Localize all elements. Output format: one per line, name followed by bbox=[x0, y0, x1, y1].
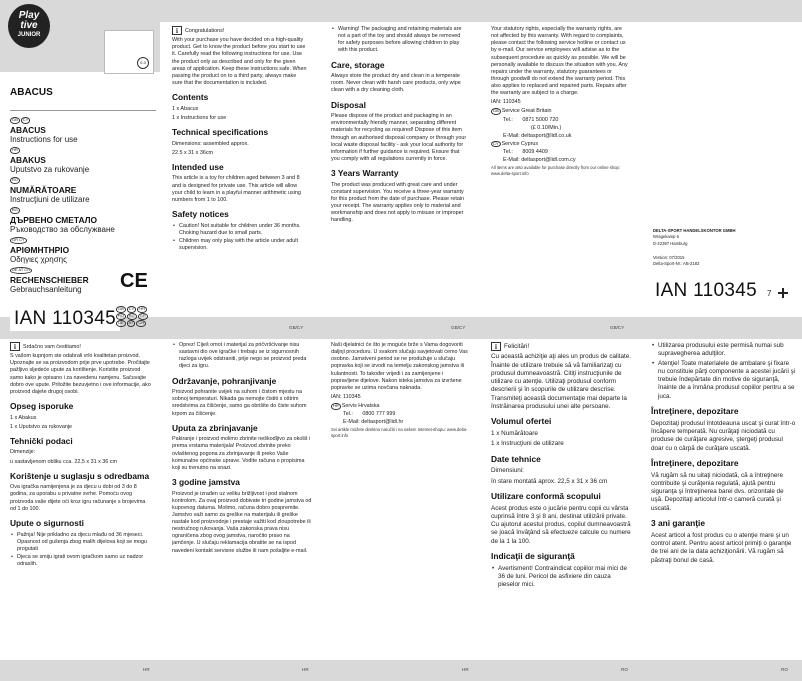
company-name: DELTA-SPORT HANDELSKONTOR GMBH bbox=[653, 228, 736, 233]
gb-column-2 bbox=[331, 26, 467, 314]
hr-ian: IAN: 110345 bbox=[331, 393, 361, 400]
page-number: 7 bbox=[767, 289, 772, 298]
footer-hr-3: HR bbox=[462, 667, 469, 672]
hr-contents-heading: Opseg isporuke bbox=[10, 400, 74, 411]
ro-intended-heading: Utilizare conformă scopului bbox=[491, 490, 601, 501]
hr-care-heading: Održavanje, pohranjivanje bbox=[172, 375, 277, 386]
hr-care-text: Proizvod pohranite uvijek na suhom i čistom mjestu na sobnoj temperaturi. Nikada ga nemojte čistiti s oštrim sredstvima za čišćenje, samo ga obrišite do čiste suhom krpom za čišćenje. bbox=[172, 389, 307, 417]
gb-service-gb-tel: 0871 5000 720 bbox=[522, 116, 559, 123]
hr-intended-text: Ova igračka namijenjena je za djecu u dobi od 3 do 8 godina, za uporabu u privatne svrhe. Pomoću ovog proizvoda vaše dijete oći kroz igru računanje s brojevima od 1 do 100. bbox=[10, 484, 146, 512]
gb-contents-item: 1 x Instructions for use bbox=[172, 114, 227, 121]
back-cover-top-gray bbox=[641, 0, 802, 22]
gb-column-3 bbox=[491, 26, 629, 314]
flag-badge: CY bbox=[128, 306, 135, 311]
hr-tech-line: Dimenzije: bbox=[10, 449, 36, 456]
hr-column-2 bbox=[172, 342, 312, 658]
hr-tech-line: u sastavljenom obliku cca. 22,5 x 31 x 36 cm bbox=[10, 458, 117, 465]
brand-line-3: JUNIOR bbox=[17, 32, 41, 38]
gb-tech-line: 22.5 x 31 x 36cm bbox=[172, 149, 214, 156]
footer-ro-2: RO bbox=[781, 667, 788, 672]
flag-badge: HR bbox=[139, 306, 146, 311]
flag-badge: GR CY bbox=[12, 237, 25, 243]
hr-contents-item: 1 x Abakus bbox=[10, 414, 37, 421]
hr-contents-item: 1 x Uputstvo za rukovanje bbox=[10, 423, 73, 430]
flag-badge: DE bbox=[118, 320, 124, 325]
ro-warranty-text: Acest articol a fost produs cu o atenţie mare şi un control atent. Pentru acest articol primiţi o garanţie de trei ani de la data achiziţionării. Vă rugăm să păstraţi bonul de casă. bbox=[651, 531, 792, 564]
entry-subtitle: Ръководство за обслужване bbox=[10, 224, 115, 234]
ro-tech-heading: Date tehnice bbox=[491, 453, 541, 464]
flag-badge: BG bbox=[12, 207, 18, 213]
ro-contents-heading: Volumul ofertei bbox=[491, 416, 552, 427]
hr-disposal-heading: Uputa za zbrinjavanje bbox=[172, 422, 258, 433]
tel-label: Tel.: bbox=[503, 149, 513, 155]
cover-ian-flags bbox=[116, 306, 158, 327]
hr-service-tel: 0800 777 999 bbox=[362, 411, 396, 418]
hr-congrats-title: Srdačno vam čestitamo! bbox=[23, 344, 81, 350]
hr-service-text: Naši djelatnici će što je moguće brže s Vama dogovoriti daljnji proceduru. U svakom slučaju savjetovati ćemo Vas osobno. Jamstveni period se ne produžuje u slučaju popravka koji se izvodi na temelju zakonskog jamstva ili kulantnosti. To također vrijedi i za zamijenjene i popravljene dijelove. Nakon isteka jamstva za izvršene popravke se uzima novčana naknada. bbox=[331, 342, 468, 391]
gb-downloads: All items are also available for purchase directly from our online shop: www.delta-sport.info bbox=[491, 165, 620, 176]
ro-tech-line: Dimensiuni: bbox=[491, 467, 524, 475]
ro-care-heading: Întreţinere, depozitare bbox=[651, 406, 739, 417]
hr-column-3 bbox=[331, 342, 471, 658]
brand-logo bbox=[8, 4, 50, 48]
cross-icon bbox=[778, 288, 788, 298]
info-icon: i bbox=[10, 342, 20, 351]
hr-warranty-heading: 3 godine jamstva bbox=[172, 476, 240, 487]
entry-title: RECHENSCHIEBER bbox=[10, 274, 89, 285]
cover-divider bbox=[10, 110, 156, 111]
company-city: D-22397 Hamburg bbox=[653, 240, 688, 246]
brand-line-2: tive bbox=[20, 20, 38, 31]
ro-tech-line: în stare montată aprox. 22,5 x 31 x 36 cm bbox=[491, 477, 608, 485]
hr-column-1 bbox=[10, 342, 152, 658]
ro-safety-item: • Utilizarea produsului este permisă numai sub supravegherea adulţilor. bbox=[651, 342, 796, 359]
flag-badge: CH bbox=[138, 320, 145, 325]
footer-gb-1: GB/CY bbox=[289, 325, 304, 330]
ro-safety-heading: Indicaţii de siguranţă bbox=[491, 551, 575, 562]
footer-hr-1: HR bbox=[143, 667, 150, 672]
hr-intended-heading: Korištenje u suglasju s odredbama bbox=[10, 470, 150, 481]
info-icon: i bbox=[491, 342, 501, 351]
ro-contents-item: 1 x Instrucţiuni de utilizare bbox=[491, 440, 564, 448]
hr-service-title: Servis Hrvatska bbox=[341, 403, 380, 409]
flag-badge: AT bbox=[128, 320, 134, 325]
entry-title: NUMĂRĂTOARE bbox=[10, 184, 77, 195]
flag-badge: HR bbox=[333, 403, 339, 408]
gb-care-heading: Care, storage bbox=[331, 59, 385, 70]
footer-hr-2: HR bbox=[302, 667, 309, 672]
gb-contents-heading: Contents bbox=[172, 92, 209, 102]
ro-congrats-text: Cu această achiziţie aţi ales un produs de calitate. Înainte de utilizare trebuie să vă familiarizaţi cu produsul dumneavoastră. Citiţi instrucţiunile de utilizare cu atenţie. Utilizaţi produsul conform descrierii şi în scopurile de utilizare descrise. Transmiteţi această documentaţie mai departe la înstrăinarea produsului unei alte persoane. bbox=[491, 353, 631, 411]
company-street: Wragekamp 6 bbox=[653, 234, 679, 240]
gb-safety-item: • Caution! Not suitable for children under 36 months. Choking hazard due to small parts. bbox=[172, 223, 308, 237]
footer-gb-2: GB/CY bbox=[451, 325, 466, 330]
gb-safety-heading: Safety notices bbox=[172, 208, 229, 219]
ro-disposal-heading: Întreţinere, depozitare bbox=[651, 457, 739, 468]
delta-sport-no: Delta-Sport-Nr.: AB-2183 bbox=[653, 261, 700, 267]
gb-service-cy-mail: E-Mail: deltasport@lidl.com.cy bbox=[503, 157, 576, 164]
ro-contents-item: 1 x Numărătoare bbox=[491, 430, 538, 438]
gb-safety-item: • Children may only play with the article under adult supervision. bbox=[172, 238, 308, 252]
gb-warning: • Warning! The packaging and retaining materials are not a part of the toy and should always be removed for safety purposes before allowing children to play with this product. bbox=[331, 26, 467, 55]
company-block bbox=[653, 228, 798, 267]
gb-tech-heading: Technical specifications bbox=[172, 126, 269, 137]
flag-badge: BG bbox=[129, 313, 135, 318]
gb-tech-line: Dimensions: assembled approx. bbox=[172, 140, 249, 147]
hr-tech-heading: Tehnički podaci bbox=[10, 435, 73, 446]
back-cover-ian: IAN 110345 bbox=[651, 279, 761, 303]
flags-top bbox=[10, 117, 156, 124]
flag-badge: DE AT CH bbox=[12, 267, 31, 273]
hr-warning: • Oprez! Ciješ omot i materijal za pričvršćivanje nisu sastavni dio ove igračke i trebaju se iz sigurnosnih razloga uvijek odstraniti, prije nego se proizvod preda djeci za igru. bbox=[172, 342, 312, 371]
flag-badge: HR bbox=[12, 147, 18, 153]
tel-label: Tel.: bbox=[503, 116, 513, 123]
gb-intended-heading: Intended use bbox=[172, 161, 224, 172]
ro-safety-item: • Atenţie! Toate materialele de ambalare şi fixare nu constituie părţi componente a acestei jucării şi trebuie îndepărtate din motive de siguranţă, înainte de a înmâna produsul copiilor pentru a se juca. bbox=[651, 360, 796, 401]
gb-service-gb-title: Service Great Britain bbox=[501, 108, 552, 115]
gb-care-text: Always store the product dry and clean in a temperate room. Never clean with harsh care products, only wipe clean with a dry cleaning cloth. bbox=[331, 73, 461, 94]
ce-mark: CE bbox=[120, 270, 148, 292]
gb-column-1 bbox=[172, 26, 308, 314]
entry-title: ΑΡΙΘΜΗΤΗΡΙΟ bbox=[10, 244, 70, 255]
gb-contents-item: 1 x Abacus bbox=[172, 105, 199, 112]
ro-disposal-text: Vă rugăm să nu uitaţi niciodată, că a întreţinere contribuite şi curăţenia regulată, ajută pentru siguranţa şi întreţinerea barei dvs. orizontale de uşă. Depozitaţi articolul într-o cameră curată şi uscată. bbox=[651, 471, 784, 512]
entry-subtitle: Gebrauchsanleitung bbox=[10, 284, 82, 294]
gb-intended-text: This article is a toy for children aged between 3 and 8 and is designed for private use. This article will allow your child to learn in a playful manner arithmetic using numbers from 1 to 100. bbox=[172, 175, 301, 203]
cover-panel bbox=[0, 0, 160, 317]
entry-title: ABACUS bbox=[10, 124, 46, 135]
entry-title: ДЪРВЕНО СМЕТАЛО bbox=[10, 214, 97, 225]
hr-service-mail: E-Mail: deltasport@lidl.hr bbox=[343, 419, 404, 426]
gb-service-cy-title: Service Cyprus bbox=[501, 140, 539, 147]
ro-warranty-heading: 3 ani garanţie bbox=[651, 518, 705, 529]
entry-subtitle: Instrucţiuni de utilizare bbox=[10, 194, 90, 204]
gb-safety-list bbox=[172, 223, 308, 253]
footer-gb-3: GB/CY bbox=[610, 325, 625, 330]
hr-disposal-text: Pakiranje i proizvod molimo zbrinite neškodljivo za okoliš i prema vrstama materijala! Proizvod zbrinite preko ovlaštenog pogona za zbrinjavanje ili preko Vaše komunalne općinske uprave. Vodite računa o propisima koji su trenutno na snazi. bbox=[172, 436, 311, 471]
flag-badge: RO bbox=[12, 177, 18, 183]
gb-congrats-text: With your purchase you have decided on a high-quality product. Get to know the product before you start to use it. Carefully read the following instructions for use. Use the product only as described and only for the given areas of application. Keep these instructions safe. When passing the product on to a third party, always make sure that the documentation is included. bbox=[172, 37, 307, 86]
gb-disposal-heading: Disposal bbox=[331, 99, 366, 110]
ro-care-text: Depozitaţi produsul întotdeauna uscat şi curat într-o încăpere temperată. Nu curăţaţi niciodată cu produse de curăţare agresive, ştergeţi produsul doar cu o cârpă de curăţare uscată. bbox=[651, 419, 796, 452]
hr-safety-item: • Djeca se smiju igrati ovom igračkom samo uz nadzor odraslih. bbox=[10, 554, 152, 568]
footer-ro-1: RO bbox=[621, 667, 628, 672]
hr-safety-item: • Pažnja! Nije prikladno za djecu mlađu od 36 mjeseci. Opasnost od gušenja zbog malih dijelova koji se mogu progutati bbox=[10, 532, 152, 553]
gb-disposal-text: Please dispose of the product and packaging in an environmentally friendly manner, separating different materials for recycling as required! Dispose of this item through an authorised disposal company or through your local waste disposal facility - ask your local authority for information if further guidance is required. Ensure that you comply with all regulations currently in force. bbox=[331, 113, 467, 162]
flag-badge: GB bbox=[118, 306, 124, 311]
hr-warranty-text: Proizvod je izrađen uz veliku brižljivost i pod stalnom kontrolom. Za ovaj proizvod dobivate tri godine jamstva od kupovnog datuma. Molimo, računa dobro pospremite. Jamstvo važi samo za greške na materijalu ili greške nastale kod proizvodnje i prestaje važiti kod zloupotrebe ili nestručnog rukovanja. Vaša zakonska prava nisu ograničena zbog ovog jamstva, naročito pravo na jamčenje. U slučaju reklamacija obratite se na ispod navedeni kontakt servisne službe ili nam pošaljite e-mail. bbox=[172, 490, 312, 554]
flag-badge: GB bbox=[12, 117, 18, 122]
ro-column-1 bbox=[491, 342, 631, 658]
entry-title: ABAKUS bbox=[10, 154, 46, 165]
bottom-band bbox=[0, 660, 802, 681]
ro-congrats-title: Felicitări! bbox=[504, 343, 530, 350]
ro-column-2 bbox=[651, 342, 796, 658]
entry-subtitle: Οδηγιες χρησης bbox=[10, 254, 67, 264]
hr-congrats-text: S vašom kupnjom ste odabrali vrlo kvalitetan proizvod. Upoznajte se sa proizvodom prije prve upotrebe. Pročitajte pažljivo sljedeće upute za korištenje. Koristite proizvod samo kako je opisano i za navedenu namjenu. Sačuvajte dobro ove upute. Priložite bezuvjetno i ove informacije, ako proizvod dajete drugoj osobi. bbox=[10, 353, 151, 395]
gb-service-gb-cost: (£ 0.10/Min.) bbox=[531, 124, 562, 131]
entry-subtitle: Instructions for use bbox=[10, 134, 78, 144]
gb-warranty-heading: 3 Years Warranty bbox=[331, 168, 399, 179]
gb-service-gb-mail: E-Mail: deltasport@lidl.co.uk bbox=[503, 132, 572, 139]
product-title: ABACUS bbox=[10, 87, 53, 98]
product-image-frame bbox=[104, 30, 154, 74]
flag-badge: RO bbox=[118, 313, 124, 318]
flag-badge: GB bbox=[493, 108, 499, 114]
entry-subtitle: Uputstvo za rukovanje bbox=[10, 164, 90, 174]
hr-downloads: Svi artikle možete direktno naručiti i na našem Internet-shopu: www.delta-sport.info bbox=[331, 427, 468, 438]
ro-safety-item: • Avertisment! Contraindicat copiilor mai mici de 36 de luni. Pericol de asfixiere din cauza pieselor mici. bbox=[491, 565, 631, 590]
version: Version: 07/2015 bbox=[653, 254, 685, 260]
age-warning-icon: 0-3 bbox=[137, 57, 149, 69]
ro-intended-text: Acest produs este o jucărie pentru copii cu vârsta cuprinsă între 3 şi 8 ani, destinat utilizării private. Cu ajutorul acestui produs, copilul dumneavoastră se joacă învăţând să efectueze calcule cu numere de la 1 la 100. bbox=[491, 504, 631, 545]
gb-warranty-text: The product was produced with great care and under constant supervision. You receive a three-year warranty for this product from the date of purchase. Please retain your receipt. The warranty applies only to material and workmanship and does not apply to misuse or improper handling. bbox=[331, 181, 465, 224]
tel-label: Tel.: bbox=[343, 411, 353, 418]
hr-safety-heading: Upute o sigurnosti bbox=[10, 517, 84, 528]
flag-badge: CY bbox=[493, 140, 499, 146]
gb-congrats-title: Congratulations! bbox=[185, 28, 225, 34]
cover-ian: IAN 110345 bbox=[10, 307, 120, 331]
brand-line-1: Play bbox=[18, 10, 40, 21]
flag-badge: GR bbox=[139, 313, 146, 318]
gb-service-cy-tel: 8009 4409 bbox=[522, 149, 548, 155]
flag-badge: CY bbox=[22, 117, 29, 122]
back-cover bbox=[641, 0, 802, 317]
gb-statutory-text: Your statutory rights, especially the warranty rights, are not affected by this warranty. With regard to complaints, please contact the following service hotline or contact us by e-mail. Our service employees will advise as to the subsequent procedure as quickly as possible. We will be personally available to discuss the situation with you. Any repairs under the warranty, statutory guarantees or through goodwill do not extend the warranty period. This also applies to replaced and repaired parts. Repairs after the warranty are subject to a charge. bbox=[491, 26, 628, 97]
info-icon: i bbox=[172, 26, 182, 35]
gb-ian: IAN: 110345 bbox=[491, 99, 521, 106]
